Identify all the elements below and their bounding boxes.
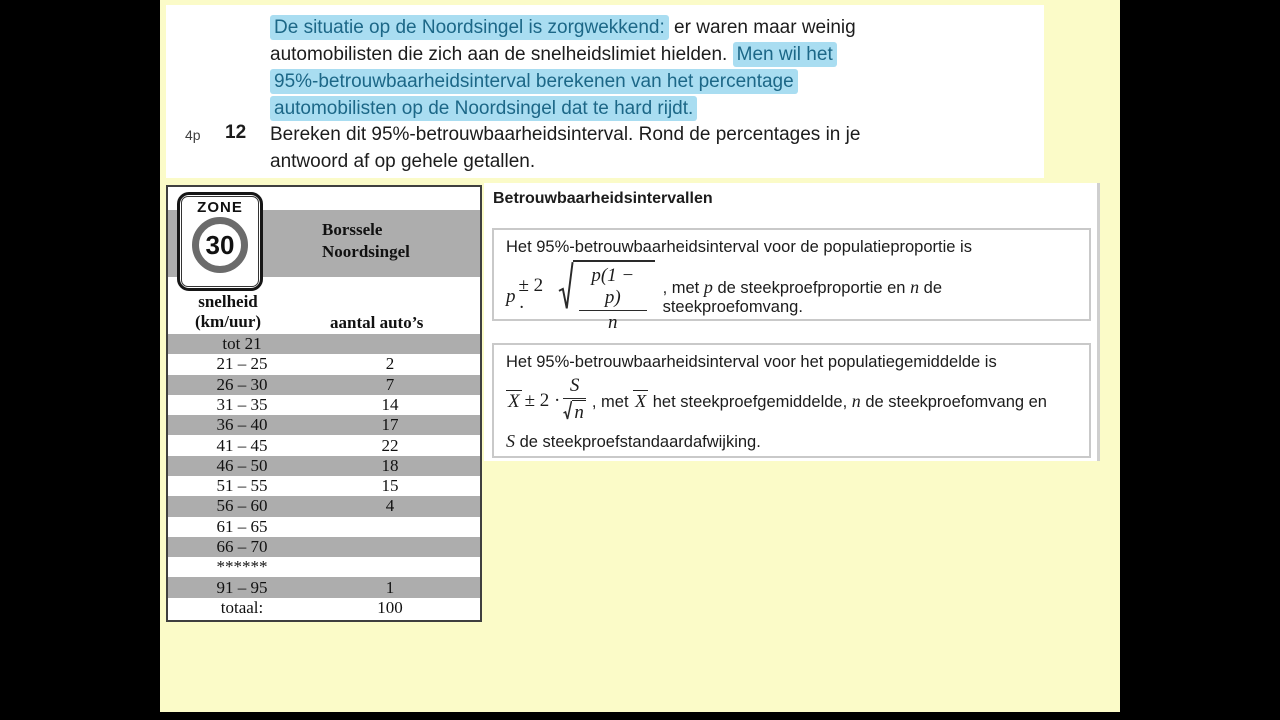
question-points: 4p (185, 127, 201, 143)
speed-range: 91 – 95 (216, 577, 268, 597)
fraction-numerator: S (563, 375, 586, 399)
speed-range: 36 – 40 (216, 415, 268, 435)
highlighted-text: automobilisten op de Noordsingel dat te hard rijdt. (270, 96, 697, 121)
intro-line (270, 14, 856, 41)
fraction-denominator (563, 399, 586, 427)
fraction (563, 375, 586, 427)
proportion-formula (506, 260, 1077, 334)
question-panel (166, 5, 1044, 178)
speed-range: 41 – 45 (216, 435, 268, 455)
car-count: 4 (385, 496, 395, 516)
car-count: 17 (381, 415, 399, 435)
exam-page (160, 0, 1120, 712)
car-count: 100 (377, 597, 403, 617)
formulas-panel (484, 183, 1100, 461)
speed-limit-circle-icon (192, 217, 248, 273)
table-row (168, 435, 480, 455)
column-header-count: aantal auto’s (330, 313, 424, 332)
speed-range: 46 – 50 (216, 455, 268, 475)
speed-limit-value: 30 (205, 229, 235, 260)
fraction-denominator: n (608, 311, 618, 333)
intro-line (270, 95, 856, 122)
speed-range: 61 – 65 (216, 516, 268, 536)
formulas-title: Betrouwbaarheidsintervallen (493, 190, 713, 207)
speed-range: totaal: (220, 597, 264, 617)
speed-range: 56 – 60 (216, 496, 268, 516)
radical-icon (563, 400, 572, 421)
plus-minus-term: ± 2 · (524, 389, 561, 411)
radicand (573, 260, 655, 334)
mean-formula (506, 375, 1077, 427)
table-row (168, 517, 480, 537)
question-row (185, 121, 860, 175)
highlighted-text: De situatie op de Noordsingel is zorgwekkend: (270, 15, 669, 40)
formula-explanation: , met X het steekproefgemiddelde, n de steekproefomvang en (591, 390, 1047, 411)
letterbox-left (0, 0, 160, 720)
table-row (168, 354, 480, 374)
speed-range: 31 – 35 (216, 394, 268, 414)
fraction-numerator: p(1 − p) (579, 265, 647, 311)
plain-text: er waren maar weinig (668, 17, 856, 38)
table-rows (168, 334, 480, 618)
car-count: 22 (381, 435, 399, 455)
table-row (168, 334, 480, 354)
column-header-speed: snelheid (km/uur) (194, 292, 262, 331)
table-row (168, 598, 480, 618)
x-bar-var: X (508, 390, 520, 412)
zone-30-speed-sign (177, 192, 263, 291)
table-row (168, 496, 480, 516)
plus-minus-term: ± 2 · (518, 274, 544, 318)
table-row (168, 415, 480, 435)
table-row (168, 577, 480, 597)
letterbox-right (1120, 0, 1280, 720)
table-row (168, 537, 480, 557)
formula-description: Het 95%-betrouwbaarheidsinterval voor de populatieproportie is (506, 238, 972, 256)
speed-range: 21 – 25 (216, 354, 268, 374)
question-text: Bereken dit 95%-betrouwbaarheidsinterval. Rond de percentages in je antwoord af op gehele getallen. (270, 124, 861, 172)
speed-range: 26 – 30 (216, 374, 268, 394)
car-count: 14 (381, 394, 399, 414)
intro-paragraph (270, 14, 856, 122)
intro-line (270, 68, 856, 95)
question-number: 12 (225, 122, 247, 143)
radical-icon (558, 260, 574, 312)
car-count: 7 (385, 374, 395, 394)
table-row (168, 557, 480, 577)
speed-range: ****** (216, 557, 268, 577)
car-count: 2 (385, 354, 395, 374)
small-square-root: n (563, 400, 586, 424)
speed-range: tot 21 (222, 334, 262, 354)
speed-range: 66 – 70 (216, 536, 268, 556)
car-count: 18 (381, 455, 399, 475)
speed-range: 51 – 55 (216, 476, 268, 496)
table-row (168, 456, 480, 476)
table-row (168, 476, 480, 496)
mean-formula-box (492, 343, 1091, 458)
zone-label: ZONE (197, 199, 243, 216)
formula-lead-var: p (506, 285, 516, 307)
location-title: Borssele Noordsingel (322, 220, 410, 261)
formula-explanation-continued: S de steekproefstandaardafwijking. (506, 430, 761, 451)
car-count: 1 (385, 577, 395, 597)
plain-text: automobilisten die zich aan de snelheidslimiet hielden. (270, 44, 733, 65)
highlighted-text: 95%-betrouwbaarheidsinterval berekenen van het percentage (270, 69, 798, 94)
table-row (168, 375, 480, 395)
formula-description: Het 95%-betrouwbaarheidsinterval voor het populatiegemiddelde is (506, 353, 997, 371)
highlighted-text: Men wil het (733, 42, 837, 67)
car-count: 15 (381, 476, 399, 496)
square-root (558, 260, 654, 334)
fraction (579, 265, 647, 334)
table-row (168, 395, 480, 415)
frequency-table-card (166, 185, 482, 622)
formula-explanation: , met p de steekproefproportie en n de steekproefomvang. (662, 276, 943, 316)
intro-line (270, 41, 856, 68)
proportion-formula-box (492, 228, 1091, 333)
